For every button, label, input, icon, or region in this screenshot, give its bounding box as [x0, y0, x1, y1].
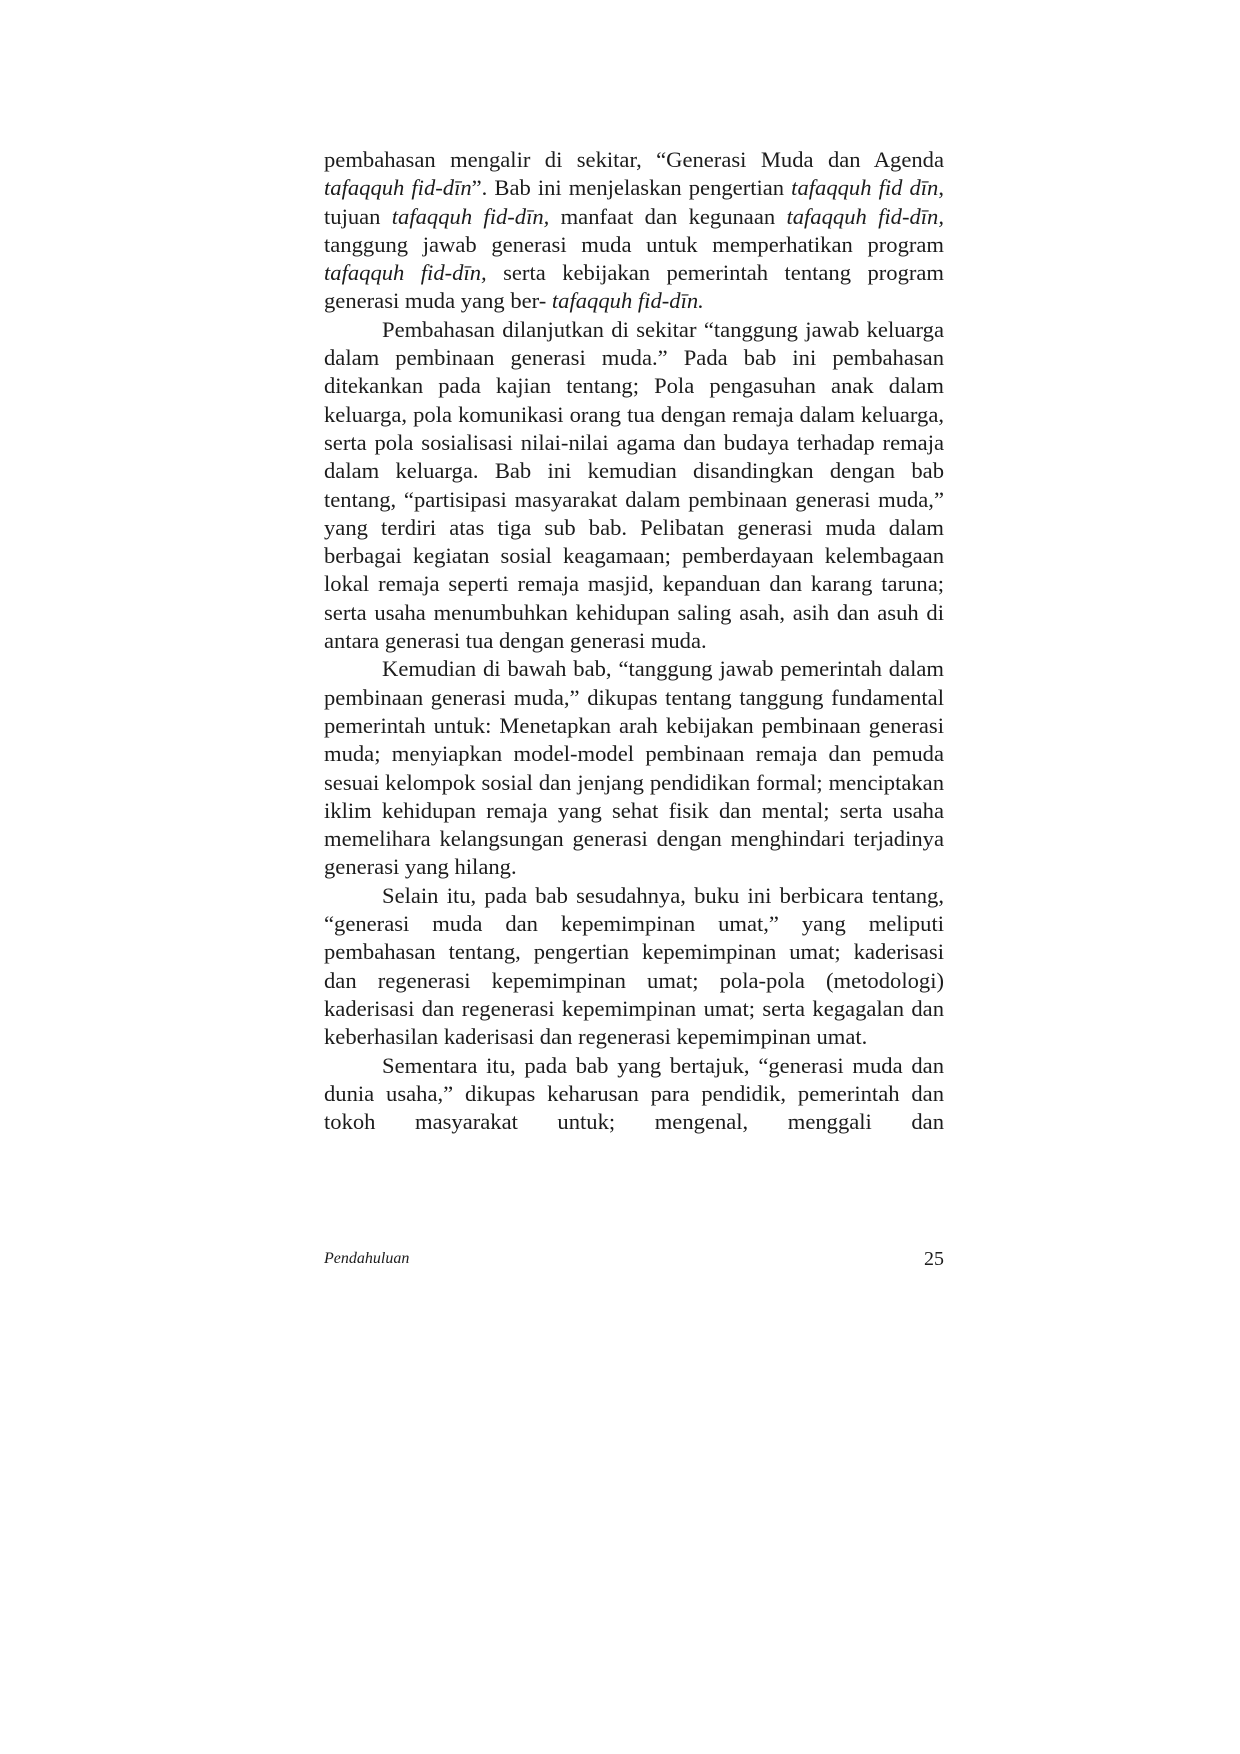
page-footer — [324, 1248, 944, 1278]
paragraph-2: Pembahasan dilanjutkan di sekitar “tanggung jawab keluarga dalam pembinaan generasi muda.” Pada bab ini pembahasan ditekankan pada kajian tentang; Pola pengasuhan anak dalam keluarga, pola komunikasi orang tua dengan remaja dalam keluarga, serta pola sosialisasi nilai-nilai agama dan budaya terhadap remaja dalam keluarga. Bab ini kemudian disandingkan dengan bab tentang, “partisipasi masyarakat dalam pembinaan generasi muda,” yang terdiri atas tiga sub bab. Pelibatan generasi muda dalam berbagai kegiatan sosial keagamaan; pemberdayaan kelembagaan lokal remaja seperti remaja masjid, kepanduan dan karang taruna; serta usaha menumbuhkan kehidupan saling asah, asih dan asuh di antara generasi tua dengan generasi muda. — [324, 316, 944, 654]
p1-term-1: tafaqquh fid-dīn — [324, 175, 472, 201]
body-text — [324, 146, 944, 1136]
paragraph-3: Kemudian di bawah bab, “tanggung jawab pemerintah dalam pembinaan generasi muda,” dikupas tentang tanggung fundamental pemerintah untuk: Menetapkan arah kebijakan pembinaan generasi muda; menyiapkan model-model pembinaan remaja dan pemuda sesuai kelompok sosial dan jenjang pendidikan formal; menciptakan iklim kehidupan remaja yang sehat fisik dan mental; serta usaha memelihara kelangsungan generasi dengan menghindari terjadinya generasi yang hilang. — [324, 656, 944, 880]
page-number: 25 — [924, 1248, 944, 1270]
p1-term-5: tafaqquh fid-dīn, — [324, 260, 487, 286]
paragraph-5: Sementara itu, pada bab yang bertajuk, “generasi muda dan dunia usaha,” dikupas keharusan para pendidik, pemerintah dan tokoh masyarakat untuk; mengenal, menggali dan — [324, 1052, 944, 1135]
p1-term-3: tafaqquh fid-dīn, — [391, 203, 550, 229]
paragraph-1 — [324, 146, 944, 316]
p1-term-4: tafaqquh fid-dīn, — [786, 203, 944, 229]
footer-section-title: Pendahuluan — [324, 1250, 410, 1267]
p1-text-3: , tujuan — [324, 175, 945, 229]
p1-text-2: ”. Bab ini menjelaskan pengertian — [471, 175, 792, 201]
p1-term-2: tafaqquh fid dīn — [791, 175, 939, 201]
p1-text-5: tanggung jawab generasi muda untuk memperhatikan program — [324, 231, 944, 257]
p1-text-1: pembahasan mengalir di sekitar, “Generasi Muda dan Agenda — [324, 147, 944, 172]
p1-text-4: manfaat dan kegunaan — [549, 203, 787, 229]
paragraph-4: Selain itu, pada bab sesudahnya, buku ini berbicara tentang, “generasi muda dan kepemimpinan umat,” yang meliputi pembahasan tentang, pengertian kepemimpinan umat; kaderisasi dan regenerasi kepemimpinan umat; pola-pola (metodologi) kaderisasi dan regenerasi kepemimpinan umat; serta kegagalan dan keberhasilan kaderisasi dan regenerasi kepemimpinan umat. — [324, 882, 944, 1050]
p1-text-6: serta kebijakan pemerintah tentang program generasi muda yang ber- — [324, 260, 944, 314]
p1-term-6: tafaqquh fid-dīn. — [551, 288, 704, 314]
